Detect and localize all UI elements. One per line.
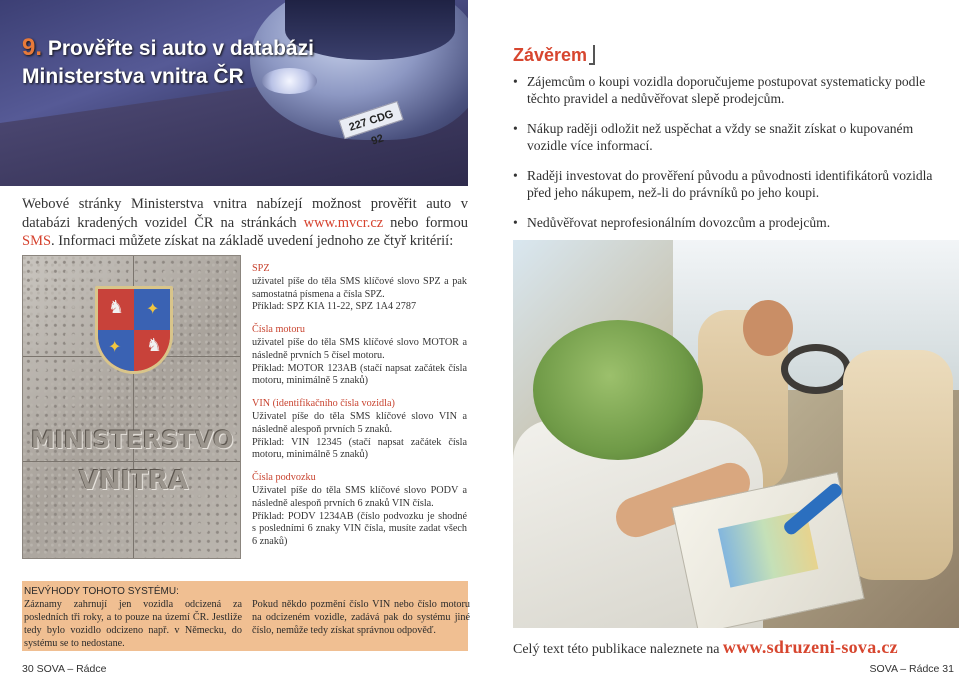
footer-right-page: SOVA – Rádce 31 bbox=[869, 663, 954, 675]
criterion-example: Příklad: VIN 12345 (stačí napsat začátek čísla motoru, minimálně 5 znaků) bbox=[252, 436, 467, 461]
family-car-photo bbox=[513, 240, 959, 628]
criteria-list bbox=[252, 263, 467, 559]
criterion-heading: Čísla podvozku bbox=[252, 472, 316, 484]
conclusion-heading bbox=[513, 45, 595, 66]
license-plate: 227 CDG 92 bbox=[338, 101, 403, 139]
disadvantages-box bbox=[22, 581, 468, 651]
criterion-body: Uživatel píše do těla SMS klíčové slovo VIN a následně alespoň prvních 5 znaků. bbox=[252, 410, 467, 435]
intro-text-1: Webové stránky Ministerstva vnitra nabízejí možnost prověřit auto v databázi kradených vozidel ČR na stránkách bbox=[22, 196, 468, 231]
conclusion-heading-text: Závěrem bbox=[513, 45, 588, 65]
criterion-body: uživatel píše do těla SMS klíčové slovo SPZ a pak samostatná písmena a čísla SPZ. bbox=[252, 275, 467, 300]
child-cap bbox=[533, 320, 703, 460]
section-title bbox=[22, 34, 314, 91]
mvcr-link[interactable]: www.mvcr.cz bbox=[303, 214, 384, 231]
criterion-body: Uživatel píše do těla SMS klíčové slovo PODV a následně alespoň prvních 6 znaků VIN čísla. bbox=[252, 484, 467, 509]
website-link[interactable]: www.sdruzeni-sova.cz bbox=[722, 637, 898, 657]
coat-of-arms-icon: ♞ ✦ ✦ ♞ bbox=[95, 286, 173, 374]
section-title-line2: Ministerstva vnitra ČR bbox=[22, 65, 244, 88]
criterion-heading: VIN (identifikačního čísla vozidla) bbox=[252, 398, 395, 410]
footer-left-page: 30 SOVA – Rádce bbox=[22, 663, 107, 675]
criterion-vin bbox=[252, 398, 467, 462]
website-line bbox=[513, 637, 898, 658]
conclusion-bullets bbox=[513, 73, 953, 244]
website-prefix: Celý text této publikace naleznete na bbox=[513, 642, 723, 657]
intro-paragraph bbox=[22, 195, 468, 251]
criterion-example: Příklad: MOTOR 123AB (stačí napsat začátek čísla motoru, minimálně 5 znaků) bbox=[252, 362, 467, 387]
conclusion-bullet: • Raději investovat do prověření původu a původnosti identifikátorů vozidla před jeho nákupem, než-li do právníků po jeho koupi. bbox=[513, 167, 953, 201]
conclusion-bullet: • Nákup raději odložit než uspěchat a vždy se snažit získat o kupovaném vozidle více informací. bbox=[513, 120, 953, 154]
section-number: 9. bbox=[22, 34, 43, 61]
conclusion-bullet: • Nedůvěřovat neprofesionálním dovozcům a prodejcům. bbox=[513, 214, 953, 231]
driver-head bbox=[743, 300, 793, 356]
disadvantages-text2: Pokud někdo pozmění číslo VIN nebo číslo motoru na odcizeném vozidle, zadává pak do systému jiné číslo, nemůže tedy získat správnou odpověď. bbox=[252, 599, 470, 636]
ministry-sign-photo bbox=[22, 255, 241, 559]
criterion-example: Příklad: SPZ KIA 11-22, SPZ 1A4 2787 bbox=[252, 301, 417, 313]
intro-text-3: . Informaci můžete získat na základě uvedení jednoho ze čtyř kritérií: bbox=[51, 233, 454, 249]
criterion-heading: Čísla motoru bbox=[252, 324, 305, 336]
steering-wheel bbox=[781, 344, 851, 394]
heading-bracket-icon bbox=[589, 45, 595, 65]
disadvantages-heading: NEVÝHODY TOHOTO SYSTÉMU: bbox=[24, 586, 179, 597]
criterion-heading: SPZ bbox=[252, 263, 270, 274]
criterion-body: uživatel píše do těla SMS klíčové slovo MOTOR a následně prvních 5 čísel motoru. bbox=[252, 336, 467, 361]
sign-engraving-line2: VNITRA bbox=[79, 466, 189, 496]
sign-engraving-line1: MINISTERSTVO bbox=[31, 426, 234, 454]
criterion-podvozek bbox=[252, 472, 467, 549]
criterion-spz bbox=[252, 263, 467, 314]
section-title-line1: Prověřte si auto v databázi bbox=[47, 37, 314, 60]
front-seat-right bbox=[843, 350, 953, 580]
disadvantages-col1 bbox=[24, 585, 242, 650]
criterion-example: Příklad: PODV 1234AB (číslo podvozku je shodné s posledními 6 znaky VIN čísla, musíte zadat všech 6 znaků) bbox=[252, 510, 467, 548]
intro-text-2: nebo formou bbox=[383, 214, 469, 231]
sms-highlight: SMS bbox=[22, 233, 52, 249]
criterion-motor bbox=[252, 324, 467, 388]
conclusion-bullet: • Zájemcům o koupi vozidla doporučujeme postupovat systematicky podle těchto pravidel a nedůvěřovat slepě prodejcům. bbox=[513, 73, 953, 107]
disadvantages-text1: Záznamy zahrnují jen vozidla odcizená za posledních tři roky, a to pouze na území ČR. Jestliže tedy bylo vozidlo odcizeno např. v Německu, do systému se to nedostane. bbox=[24, 599, 242, 649]
hero-car-photo bbox=[0, 0, 468, 186]
